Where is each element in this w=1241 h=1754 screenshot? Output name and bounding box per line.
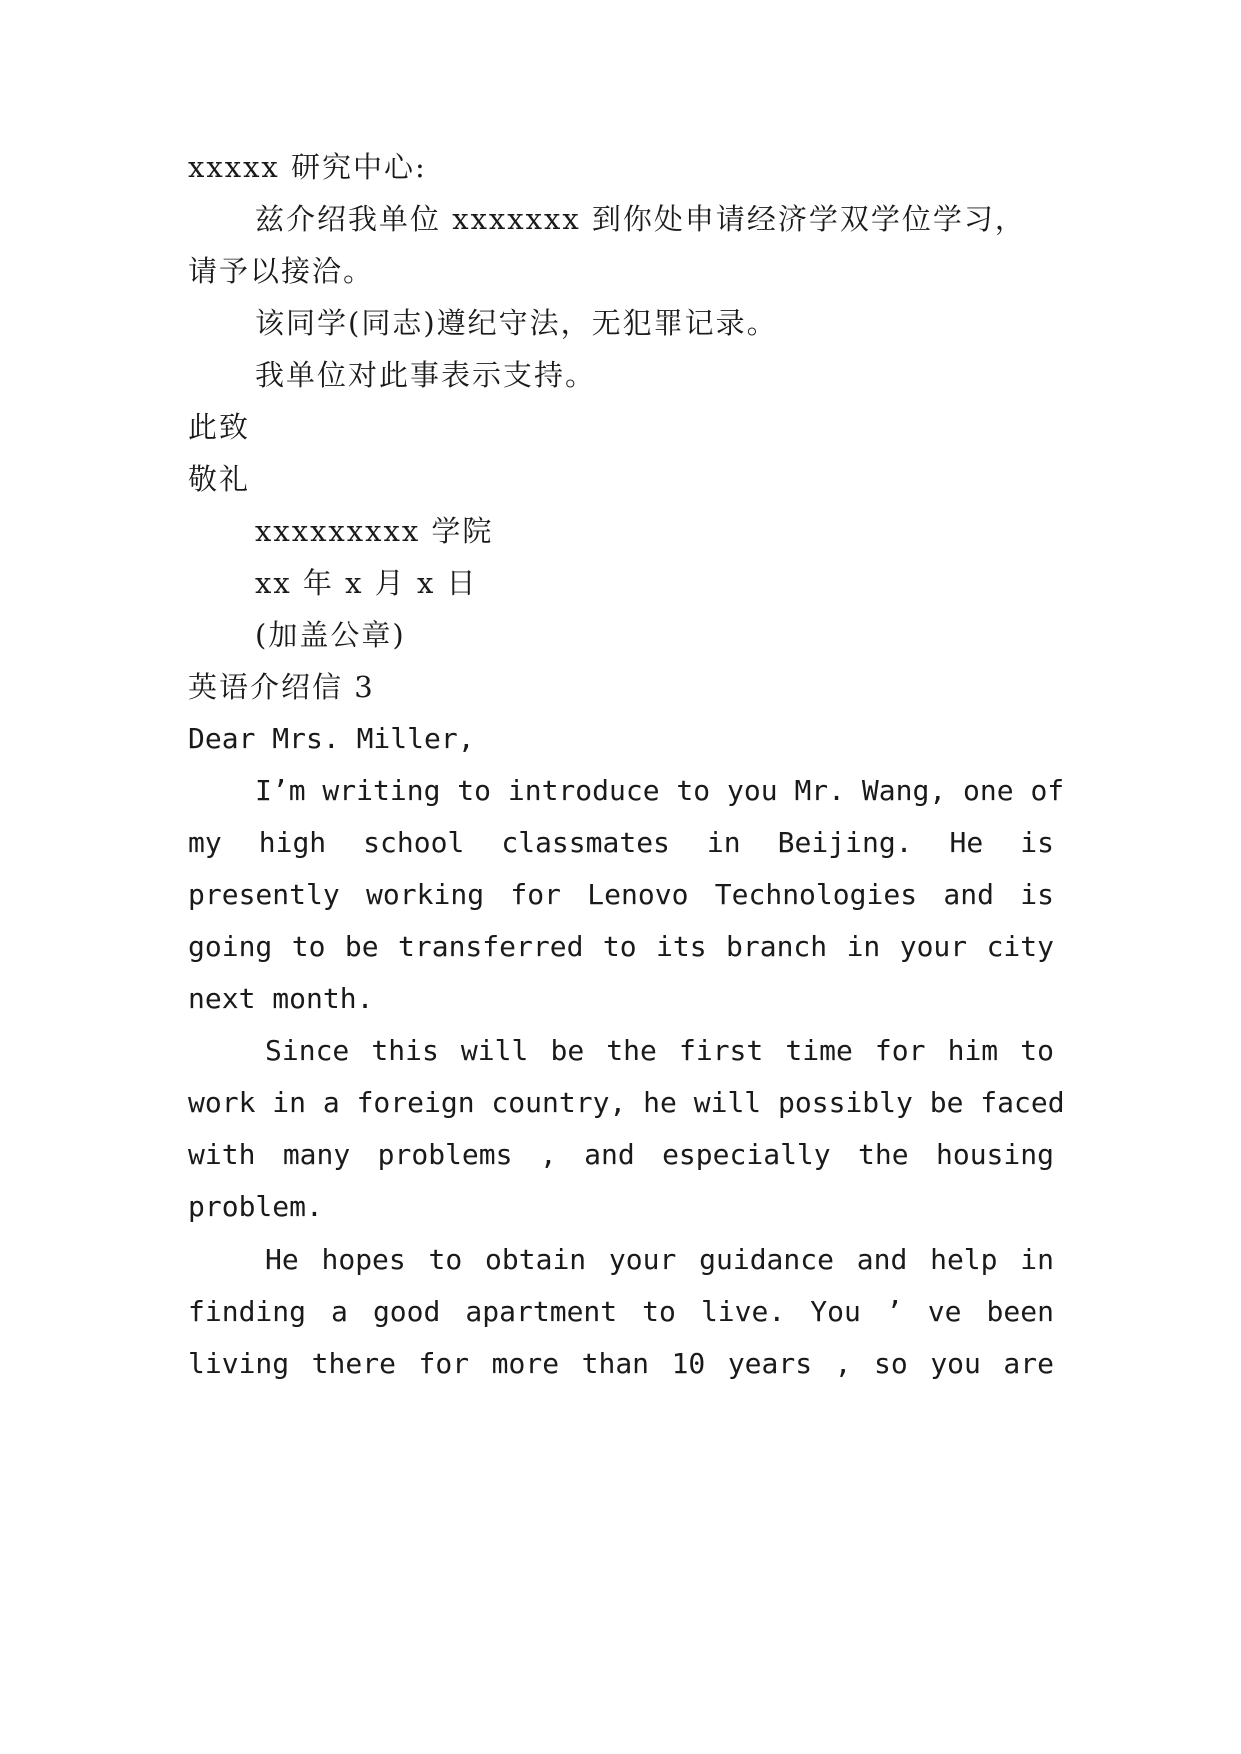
letter2-paragraph-line: living there for more than 10 years , so you are xyxy=(188,1347,1054,1380)
letter1-body-line: 我单位对此事表示支持。 xyxy=(255,358,597,392)
letter2-paragraph-line: I’m writing to introduce to you Mr. Wang, one of xyxy=(255,774,1065,807)
letter2-paragraph-line: Since this will be the first time for him to xyxy=(265,1034,1054,1067)
letter1-body-line: 请予以接洽。 xyxy=(188,254,375,288)
letter2-salutation: Dear Mrs. Miller, xyxy=(188,722,475,755)
letter1-salutation: xxxxx 研究中心: xyxy=(188,150,427,184)
letter2-paragraph-line: next month. xyxy=(188,982,374,1015)
letter1-closing: 此致 xyxy=(188,410,251,444)
letter2-paragraph-line: my high school classmates in Beijing. He is xyxy=(188,826,1054,859)
letter2-paragraph-line: work in a foreign country, he will possibly be faced xyxy=(188,1086,1065,1119)
letter2-paragraph-line: with many problems , and especially the housing xyxy=(188,1138,1054,1171)
letter1-date: xx 年 x 月 x 日 xyxy=(255,566,478,600)
letter1-body-line: 该同学(同志)遵纪守法，无犯罪记录。 xyxy=(255,306,778,340)
letter2-paragraph-line: finding a good apartment to live. You ’ ve been xyxy=(188,1295,1054,1328)
letter1-closing: 敬礼 xyxy=(188,462,251,496)
letter1-signature: xxxxxxxxx 学院 xyxy=(255,514,494,548)
letter1-body-line: 兹介绍我单位 xxxxxxx 到你处申请经济学双学位学习， xyxy=(255,202,1026,236)
letter2-paragraph-line: problem. xyxy=(188,1190,323,1223)
letter2-paragraph-line: He hopes to obtain your guidance and help in xyxy=(265,1243,1054,1276)
section-title: 英语介绍信 3 xyxy=(188,670,375,704)
letter2-paragraph-line: going to be transferred to its branch in your city xyxy=(188,930,1054,963)
letter1-seal-note: (加盖公章) xyxy=(255,618,406,652)
letter2-paragraph-line: presently working for Lenovo Technologies and is xyxy=(188,878,1054,911)
